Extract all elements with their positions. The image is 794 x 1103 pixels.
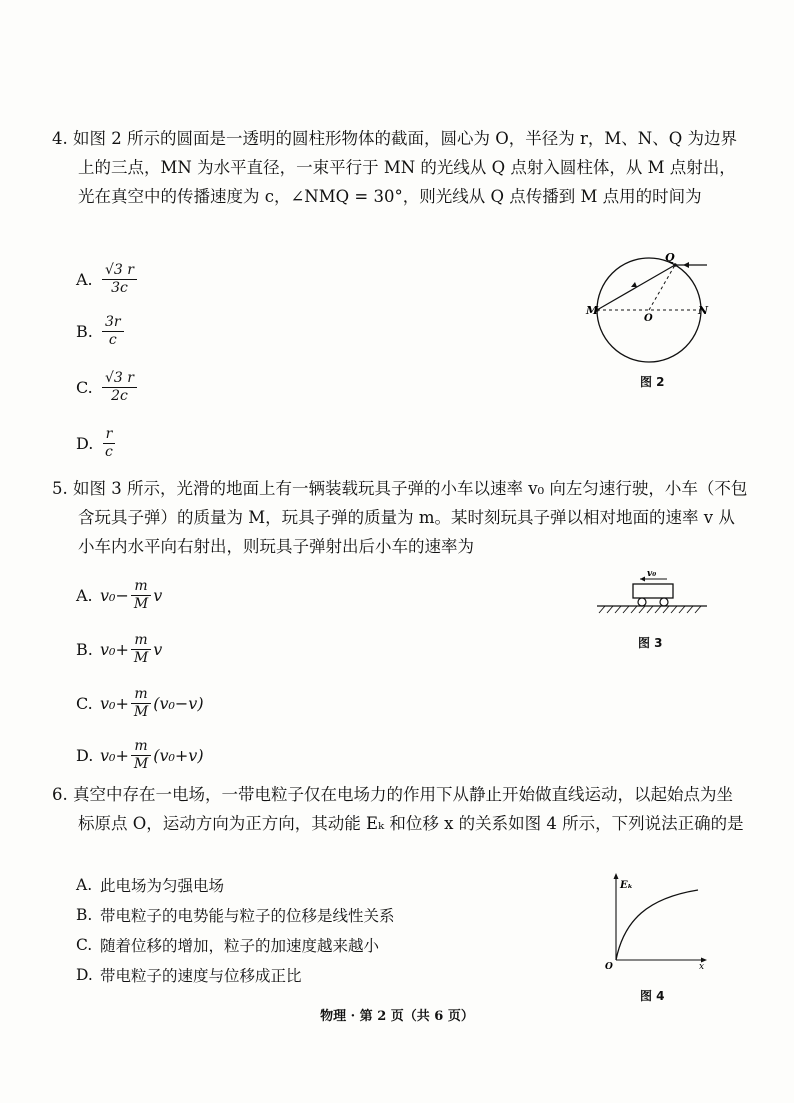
arrow-incident [683,262,689,268]
cart-wheel-left [638,598,646,606]
q4-option-a[interactable]: A. $\frac{√3 r}{3c}$ [76,262,139,297]
q4-option-c[interactable]: C. $\frac{√3 r}{2c}$ [76,370,139,405]
label-x: x [699,962,705,970]
q4-option-d[interactable]: D. $\frac{r}{c}$ [76,426,118,461]
cart-wheel-right [660,598,668,606]
q6-option-b[interactable]: B. 带电粒子的电势能与粒子的位移是线性关系 [76,906,395,925]
label-q: Q [665,251,675,264]
label-n: N [698,304,709,317]
ground-hatching [599,606,701,613]
q5-option-a[interactable]: A. v₀− $\frac{m}{M}$ v [76,578,163,612]
q6-option-a[interactable]: A. 此电场为匀强电场 [76,876,225,895]
radius-oq [649,265,675,310]
label-origin: O [605,962,613,970]
label-ek: Eₖ [620,880,633,891]
q5-option-d[interactable]: D. v₀+ $\frac{m}{M}$ (v₀+v) [76,738,204,772]
q6-option-c[interactable]: C. 随着位移的增加，粒子的加速度越来越小 [76,936,380,955]
page-footer: 物理 · 第 2 页（共 6 页） [320,1009,474,1024]
label-v0: v₀ [647,569,657,579]
q6-stem: 6. 真空中存在一电场，一带电粒子仅在电场力的作用下从静止开始做直线运动，以起始点为坐标原点 O，运动方向为正方向，其动能 Eₖ 和位移 x 的关系如图 4 所示，下列说法正确的是 [52,785,744,833]
arrow-inside [631,282,637,287]
label-m: M [586,304,599,317]
figure-2-circle-diagram [585,250,715,370]
ek-curve [616,890,698,960]
figure-3-caption: 图 3 [638,636,663,650]
figure-3-cart-diagram [595,565,715,620]
q6-option-d[interactable]: D. 带电粒子的速度与位移成正比 [76,966,302,985]
q5-option-b[interactable]: B. v₀+ $\frac{m}{M}$ v [76,632,163,666]
cart-body [633,584,673,598]
y-axis-arrow [614,873,619,879]
figure-4-caption: 图 4 [640,989,665,1003]
label-o: O [644,313,653,324]
q4-stem: 4. 如图 2 所示的圆面是一透明的圆柱形物体的截面，圆心为 O，半径为 r，M、N、Q 为边界上的三点，MN 为水平直径，一束平行于 MN 的光线从 Q 点射入圆柱体，从 M 点射出，光在真空中的传播速度为 c，∠NMQ = 30°，则光线从 Q 点传播到 M 点用的时间为 [52,129,737,206]
velocity-arrowhead [640,577,645,582]
q4-option-b[interactable]: B. $\frac{3r}{c}$ [76,314,126,349]
figure-4-ek-x-graph [600,870,715,970]
q5-stem: 5. 如图 3 所示，光滑的地面上有一辆装载玩具子弹的小车以速率 v₀ 向左匀速行驶，小车（不包含玩具子弹）的质量为 M，玩具子弹的质量为 m。某时刻玩具子弹以相对地面的速率 v 从小车内水平向右射出，则玩具子弹射出后小车的速率为 [52,479,748,556]
ray-qm [597,265,675,310]
figure-2-caption: 图 2 [640,375,665,389]
q5-option-c[interactable]: C. v₀+ $\frac{m}{M}$ (v₀−v) [76,686,204,720]
